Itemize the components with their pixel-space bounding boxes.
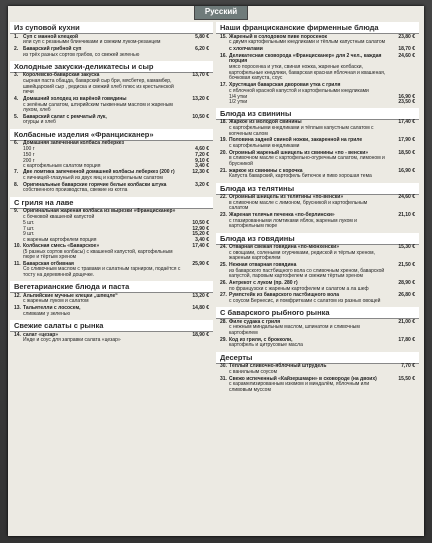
item-price: 17,40 € <box>398 119 415 126</box>
item-name: Хрустящая баварская дворовая утка с гриля <box>229 81 341 88</box>
item-number: 17. <box>220 81 227 88</box>
item-name: Домашний холодец из варёной говядины <box>23 95 127 102</box>
item-description: с соусом Бернесис, и помфритками с салатом из разных овощей <box>229 298 381 304</box>
item-number: 11. <box>14 260 21 267</box>
item-description: с яблочной красной капустой и картофельными кнедликами <box>229 87 369 94</box>
item-description: из трёх разных сортов грибов, со свежей зеленью <box>23 51 140 58</box>
item-text <box>229 293 387 304</box>
item-name: Румпстейк из баварского пастбищного вола <box>229 292 339 299</box>
menu-item <box>10 261 213 279</box>
menu-section <box>216 22 419 106</box>
item-price: 13,70 € <box>192 72 209 79</box>
item-name: Жареный в солодовом пиве поросенок <box>229 33 328 40</box>
item-price: 21,00 € <box>398 318 415 325</box>
item-text <box>229 213 387 230</box>
menu-item <box>216 319 419 337</box>
item-name: Королевско-баварская закуска <box>23 72 100 79</box>
item-number: 6. <box>14 140 19 147</box>
variant-label: с картофельным салатом порция <box>23 163 101 170</box>
item-name: Две ломтика запеченной домашней колбасы леберкез (200 г) <box>23 169 175 176</box>
item-description: с картофельными кнедликами <box>229 143 300 150</box>
item-name: Антрекот с луком (пр. 280 г) <box>229 280 298 287</box>
variant-label: с жареным картофелем порция <box>23 236 97 243</box>
item-text <box>23 183 181 194</box>
item-number: 7. <box>14 169 19 176</box>
item-number: 2. <box>14 45 19 52</box>
section-title: Наши францисканские фирменные блюда <box>216 22 419 34</box>
item-description: собственного производства, свежие из котла <box>23 187 128 194</box>
item-text <box>23 294 181 305</box>
menu-item <box>10 34 213 46</box>
menu-page <box>8 6 424 536</box>
menu-section <box>10 197 213 280</box>
item-price: 18,50 € <box>398 149 415 156</box>
item-description: (5 разных сортов колбасы) с квашеной капустой, картофельным пюре и тёртым хреном <box>23 248 173 261</box>
menu-section <box>10 281 213 318</box>
item-price: 26,80 € <box>398 292 415 299</box>
section-title: Блюда из свинины <box>216 108 419 120</box>
menu-item <box>216 213 419 231</box>
menu-section <box>10 129 213 195</box>
item-name: Тальятелли с лососем, <box>23 305 81 312</box>
item-name: Оригинальная жареная колбаса из вырезки «Францисканер» <box>23 208 176 215</box>
item-text <box>229 83 387 94</box>
variant-price: 3,40 € <box>195 163 209 170</box>
item-number: 13. <box>14 305 21 312</box>
menu-item <box>10 332 213 344</box>
item-name: Жаркое из молодой свинины <box>229 119 302 126</box>
item-number: 5. <box>14 113 19 120</box>
item-name: Домашняя запеченная колбаса леберкез <box>23 140 124 147</box>
menu-section <box>216 233 419 306</box>
menu-item <box>216 120 419 138</box>
item-name: Альпийские мучные клецки „шпецле“ <box>23 292 118 299</box>
section-title: Из суповой кухни <box>10 22 213 34</box>
item-text <box>23 47 181 58</box>
item-number: 29. <box>220 336 227 343</box>
menu-item <box>216 280 419 292</box>
item-description: Инде и соус для заправки салата «цезар» <box>23 337 121 344</box>
item-description: по французски с жареным картофелем и салатом а ла шеф <box>229 285 369 292</box>
item-text <box>229 169 387 180</box>
menu-item <box>216 53 419 82</box>
item-number: 15. <box>220 33 227 40</box>
section-title: Вегетарианские блюда и паста <box>10 281 213 293</box>
menu-section <box>10 61 213 127</box>
variant-price: 23,50 € <box>398 99 415 106</box>
item-name: салат «цезар» <box>23 331 59 338</box>
item-text <box>23 333 181 344</box>
section-title: С баварского рыбного рынка <box>216 307 419 319</box>
item-number: 3. <box>14 72 19 79</box>
item-name: Огромный шницель из телятины «по-венски» <box>229 194 344 201</box>
item-name: Нежная отварная говядина <box>229 262 297 269</box>
item-text <box>23 141 181 147</box>
item-text <box>23 262 181 279</box>
menu-section <box>216 307 419 349</box>
menu-item <box>216 34 419 46</box>
variant-label: 150 г <box>23 152 35 159</box>
item-price: 28,90 € <box>398 280 415 287</box>
item-text <box>23 35 181 46</box>
item-text <box>229 120 387 137</box>
item-price: 12,30 € <box>192 169 209 176</box>
variant-price: 12,90 € <box>192 225 209 232</box>
menu-item <box>10 170 213 182</box>
item-price: 10,50 € <box>192 113 209 120</box>
item-number: 10. <box>14 242 21 249</box>
item-text <box>229 281 387 292</box>
section-title: Холодные закуски-деликатесы и сыр <box>10 61 213 73</box>
section-title: Колбасные изделия «Францисканер» <box>10 129 213 141</box>
item-price: 16,90 € <box>398 167 415 174</box>
item-number: 8. <box>14 181 19 188</box>
item-number: 22. <box>220 194 227 201</box>
item-price: 18,90 € <box>192 331 209 338</box>
item-text <box>229 245 387 262</box>
item-price: 17,40 € <box>192 242 209 249</box>
menu-item <box>216 262 419 280</box>
item-text <box>229 195 387 212</box>
menu-item <box>216 364 419 376</box>
variant-label: 5 шт. <box>23 219 35 226</box>
menu-section <box>216 352 419 394</box>
variant-label: 1/2 утки <box>229 99 248 106</box>
item-price: 23,80 € <box>398 33 415 40</box>
item-price: 25,90 € <box>192 260 209 267</box>
item-description: сливками у зеленью <box>23 310 71 317</box>
item-text <box>23 73 181 95</box>
item-name: жаркое из свинины с корочка <box>229 167 303 174</box>
item-price: 15,30 € <box>398 244 415 251</box>
item-text <box>229 263 387 280</box>
item-number: 27. <box>220 292 227 299</box>
section-title: Десерты <box>216 352 419 364</box>
item-price: 15,50 € <box>398 375 415 382</box>
item-price: 17,80 € <box>398 336 415 343</box>
item-text <box>229 47 387 53</box>
item-number: 20. <box>220 149 227 156</box>
item-text <box>23 97 181 114</box>
item-price: 17,90 € <box>398 137 415 144</box>
menu-item <box>216 150 419 168</box>
item-number: 16. <box>220 52 227 59</box>
menu-item <box>216 376 419 394</box>
item-name: Жареная телячья печенка «по-берлински» <box>229 212 335 219</box>
item-price: 13,20 € <box>192 95 209 102</box>
variant-price: 4,60 € <box>195 146 209 153</box>
item-text <box>229 338 387 349</box>
item-description: с карамелизированным изюмом и миндалём, яблочным или сливовым муссом <box>229 381 370 393</box>
item-text <box>229 151 387 168</box>
menu-item <box>10 209 213 221</box>
language-badge[interactable]: Русский <box>194 6 248 20</box>
item-description: с овощами, солеными огурчиками, редиской и тёртым хреном, жареным картофелем <box>229 249 375 262</box>
variant-label: 100 г <box>23 146 35 153</box>
menu-item <box>10 114 213 126</box>
section-title: Блюда из говядины <box>216 233 419 245</box>
item-text <box>229 320 387 337</box>
item-description: картофель и цитрусовые масла <box>229 342 303 349</box>
menu-item <box>10 306 213 318</box>
variant-price: 7,20 € <box>195 152 209 159</box>
item-text <box>229 364 387 375</box>
item-price: 21,50 € <box>398 262 415 269</box>
variant-label: 200 г <box>23 157 35 164</box>
item-description: с картофельными кнедликами и тёплым капустным салатом с копченым салом <box>229 125 374 137</box>
item-price: 24,60 € <box>398 52 415 59</box>
item-number: 30. <box>220 363 227 370</box>
variant-price: 9,10 € <box>195 157 209 164</box>
item-description: с двумя картофельными кнедликами и тёплым капустным салатом <box>229 39 386 46</box>
item-number: 9. <box>14 208 19 215</box>
item-text <box>23 170 181 181</box>
item-text <box>229 54 387 82</box>
item-number: 21. <box>220 167 227 174</box>
item-description: с ванильным соусом <box>229 368 278 375</box>
item-price: 5,80 € <box>195 33 209 40</box>
variant-price: 3,40 € <box>195 236 209 243</box>
right-column <box>216 20 419 532</box>
item-price: 18,70 € <box>398 45 415 52</box>
item-name: Отварная свежая говядина «по-мюнхенски» <box>229 244 340 251</box>
item-name: Код из гриля, с брокколи, <box>229 336 293 343</box>
item-description: или суп с резаными блинчиками и свежим луком-резанцем <box>23 39 161 46</box>
item-text <box>23 115 181 126</box>
item-number: 19. <box>220 137 227 144</box>
item-description: с глазированными ломтиками яблок, жареным луком и картофельным пюре <box>229 217 357 230</box>
item-description: из баварского пастбищного вола со сливочным хреном, баварской капустой, паровым картофелем и свежим тёртым хреном <box>229 267 385 280</box>
item-text <box>23 306 181 317</box>
variant-price: 10,50 € <box>192 219 209 226</box>
menu-item <box>216 337 419 349</box>
item-name: Баварская отбивная <box>23 260 74 267</box>
item-name: Баварский грибной суп <box>23 45 82 52</box>
menu-section <box>10 22 213 59</box>
item-number: 31. <box>220 375 227 382</box>
item-description: Со сливочным маслом с травами и салатным гарниром, подаётся с тосту на деревянной дощечке. <box>23 266 181 279</box>
item-number: 23. <box>220 212 227 219</box>
menu-item <box>10 73 213 97</box>
item-price: 14,80 € <box>192 305 209 312</box>
menu-item <box>216 293 419 305</box>
item-name: Баварский салат с ремчатый лук, <box>23 113 107 120</box>
item-text <box>23 209 181 220</box>
menu-item <box>10 46 213 58</box>
variant-label: 7 шт. <box>23 225 35 232</box>
menu-item <box>216 245 419 263</box>
menu-section <box>216 108 419 181</box>
item-text <box>229 377 387 394</box>
item-name: Колбасная смесь «Баварское» <box>23 242 100 249</box>
item-description: с жареным луком и салатом <box>23 298 89 305</box>
item-description: мясо поросенка и утки, свиная ножка, жареные колбаски, картофельные кнедлики, баварская красная яблочная и квашеная, бочковая капуста, соус <box>229 63 386 82</box>
section-title: С гриля на лаве <box>10 197 213 209</box>
item-number: 1. <box>14 33 19 40</box>
section-title: Свежие салаты с рынка <box>10 320 213 332</box>
item-number: 18. <box>220 119 227 126</box>
menu-item <box>10 293 213 305</box>
item-description: с яичницей-глазуньей из двух яиц и картофельным салатом <box>23 175 163 181</box>
variant-label: 1/4 утки <box>229 93 248 100</box>
menu-item <box>10 182 213 194</box>
item-description: с нежным миндальным маслом, шпинатом и сливочным картофелем <box>229 324 360 336</box>
item-description: сырная паста обацда, баварский сыр бри, мясбетер, камамбер, швейцарский сыр , редиска и свежий хлеб плюс из крестьянской печи <box>23 77 174 96</box>
item-description: с зелёным салатом, штирийским тыквенным маслом и жареным луком, хлеб <box>23 101 173 114</box>
item-description: огурцы и хлеб <box>23 119 56 126</box>
left-column <box>10 20 213 532</box>
item-price: 3,20 € <box>195 181 209 188</box>
item-description: в сливочном масле с лимоном, брусникой и картофельным салатом <box>229 199 368 212</box>
menu-section <box>216 183 419 231</box>
item-name: Оригинальные баварские горячие белые колбаски штука <box>23 181 167 188</box>
item-name: с хлопчатами <box>229 45 263 52</box>
item-description: Капуста баварский, картофель битючок и пиво хорошая тема <box>229 173 372 180</box>
item-number: 28. <box>220 318 227 325</box>
item-number: 12. <box>14 292 21 299</box>
item-price: 6,20 € <box>195 45 209 52</box>
item-number: 4. <box>14 95 19 102</box>
item-name: Суп с манной клецкой <box>23 33 79 40</box>
variant-label: 9 шт. <box>23 231 35 238</box>
item-price: 7,70 € <box>401 363 415 370</box>
item-description: с бочковой квашеной капустой <box>23 213 95 220</box>
menu-item <box>216 168 419 180</box>
item-number: 25. <box>220 262 227 269</box>
menu-section <box>10 320 213 344</box>
menu-item <box>10 96 213 114</box>
item-price: 24,60 € <box>398 194 415 201</box>
menu-item <box>10 141 213 148</box>
item-name: Огромный жареный шницель из свинины «по - венски» <box>229 149 369 156</box>
item-text <box>23 244 181 261</box>
item-name: Деликатесная сковорода «Францисканер» для 2 чел., каждая порция <box>229 52 382 65</box>
menu-item <box>216 82 419 94</box>
item-variant <box>216 100 419 106</box>
section-title: Блюда из телятины <box>216 183 419 195</box>
item-text <box>229 138 387 149</box>
item-price: 13,20 € <box>192 292 209 299</box>
variant-price: 16,90 € <box>398 93 415 100</box>
menu-item <box>216 138 419 150</box>
item-number: 14. <box>14 331 21 338</box>
item-description: в сливочном масле с картофельно-огуречным салатом, лимоном и брусникой <box>229 155 385 167</box>
item-name: Свежо испеченный «Кайзершмарн» в сковороде (на двоих) <box>229 375 377 382</box>
menu-item <box>216 195 419 213</box>
item-text <box>229 35 387 46</box>
menu-item <box>10 243 213 261</box>
item-price: 21,10 € <box>398 212 415 219</box>
item-number: 24. <box>220 244 227 251</box>
item-name: Половина задней свиной ножки, закаренной на гриле <box>229 137 363 144</box>
item-name: Тёплый сливочно-яблочный штрудель <box>229 363 327 370</box>
variant-price: 15,20 € <box>192 231 209 238</box>
item-name: Филе судака с гриля <box>229 318 281 325</box>
item-number: 26. <box>220 280 227 287</box>
